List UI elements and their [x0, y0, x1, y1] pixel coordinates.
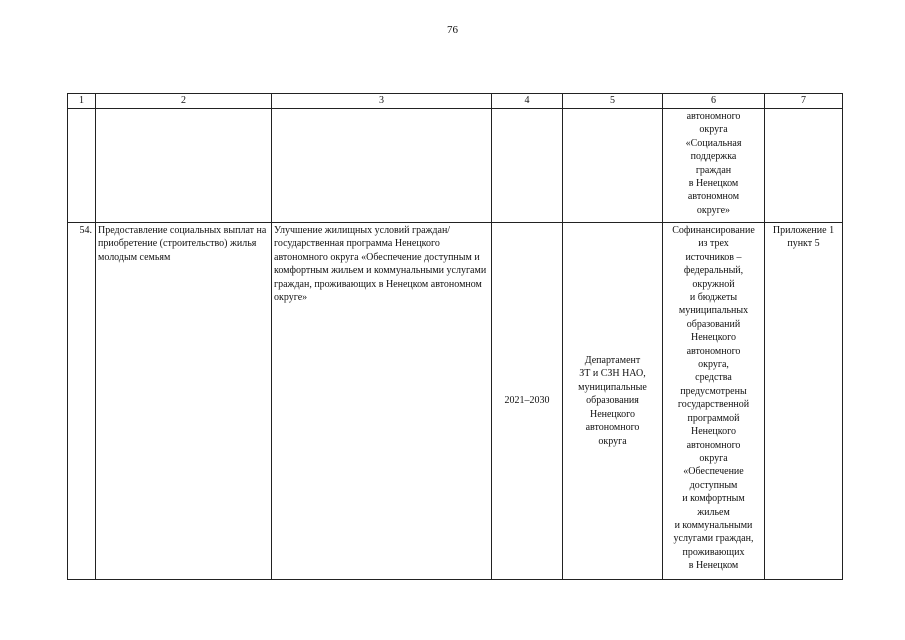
cell-line: округа, — [698, 359, 729, 371]
measure-name-cell — [96, 109, 272, 223]
cell-line: «Социальная — [685, 137, 742, 149]
cell-line: Департамент — [584, 355, 641, 367]
cell-line: граждан — [695, 164, 732, 176]
cell-line: предусмотрены — [680, 385, 747, 397]
table-row-54 — [68, 223, 843, 580]
cell-line: округа — [598, 435, 627, 447]
header-cell-7: 7 — [765, 94, 843, 109]
cell-line: в Ненецком — [688, 178, 739, 190]
data-table — [67, 93, 843, 580]
cell-line: услугами граждан, — [673, 533, 754, 545]
cell-line: автономного — [686, 345, 741, 357]
cell-line: округе» — [696, 204, 731, 216]
header-cell-1: 1 — [68, 94, 96, 109]
executor-cell — [563, 223, 663, 580]
cell-line: программой — [687, 412, 740, 424]
cell-line: пункт 5 — [787, 238, 820, 250]
cell-line: Ненецкого — [690, 426, 736, 438]
row-number-cell — [68, 109, 96, 223]
page-number: 76 — [447, 24, 458, 36]
goal-program-cell — [272, 109, 492, 223]
cell-line: Софинансирование — [672, 225, 755, 236]
table-header-row — [68, 94, 843, 109]
period-cell: 2021–2030 — [492, 223, 563, 580]
measure-name-cell: Предоставление социальных выплат на приобретение (строительство) жилья молодым семьям — [96, 223, 272, 580]
cell-line: в Ненецком — [688, 560, 739, 572]
cell-line: автономного — [686, 111, 741, 122]
cell-line: федеральный, — [683, 265, 744, 277]
cell-line: жильем — [697, 506, 730, 518]
cell-line: ЗТ и СЗН НАО, — [579, 368, 646, 380]
row-number-cell: 54. — [68, 223, 96, 580]
cell-line: доступным — [689, 479, 738, 491]
cell-line: округа — [699, 124, 728, 136]
header-cell-4: 4 — [492, 94, 563, 109]
financing-cell — [663, 109, 765, 223]
cell-line: окружной — [692, 278, 735, 290]
cell-line: муниципальные — [578, 381, 647, 393]
cell-line: и комфортным — [682, 493, 745, 505]
cell-line: Ненецкого — [589, 408, 635, 420]
header-cell-5: 5 — [563, 94, 663, 109]
cell-line: образования — [586, 395, 639, 407]
cell-line: средства — [695, 372, 732, 384]
financing-cell — [663, 223, 765, 580]
cell-line: муниципальных — [678, 305, 749, 317]
cell-line: проживающих — [682, 546, 745, 558]
reference-cell — [765, 109, 843, 223]
cell-line: автономном — [687, 191, 740, 203]
cell-line: поддержка — [690, 151, 737, 163]
executor-cell — [563, 109, 663, 223]
cell-line: из трех — [698, 238, 729, 250]
cell-line: автономного — [585, 422, 640, 434]
cell-line: автономного — [686, 439, 741, 451]
header-cell-2: 2 — [96, 94, 272, 109]
cell-line: Ненецкого — [690, 332, 736, 344]
cell-line: источников – — [685, 251, 742, 263]
cell-line: и коммунальными — [674, 519, 753, 531]
header-cell-3: 3 — [272, 94, 492, 109]
cell-line: образований — [686, 318, 741, 330]
period-cell — [492, 109, 563, 223]
goal-program-cell: Улучшение жилищных условий граждан/государственная программа Ненецкого автономного округа «Обеспечение доступным и комфортным жильем и коммунальными услугами граждан, проживающих в Ненецком автономном округе» — [272, 223, 492, 580]
cell-line: округа — [699, 452, 728, 464]
header-cell-6: 6 — [663, 94, 765, 109]
cell-line: государственной — [677, 399, 750, 411]
table-row-continuation — [68, 109, 843, 223]
cell-line: и бюджеты — [689, 292, 738, 304]
cell-line: Приложение 1 — [772, 225, 835, 236]
cell-line: «Обеспечение — [683, 466, 744, 478]
reference-cell — [765, 223, 843, 580]
